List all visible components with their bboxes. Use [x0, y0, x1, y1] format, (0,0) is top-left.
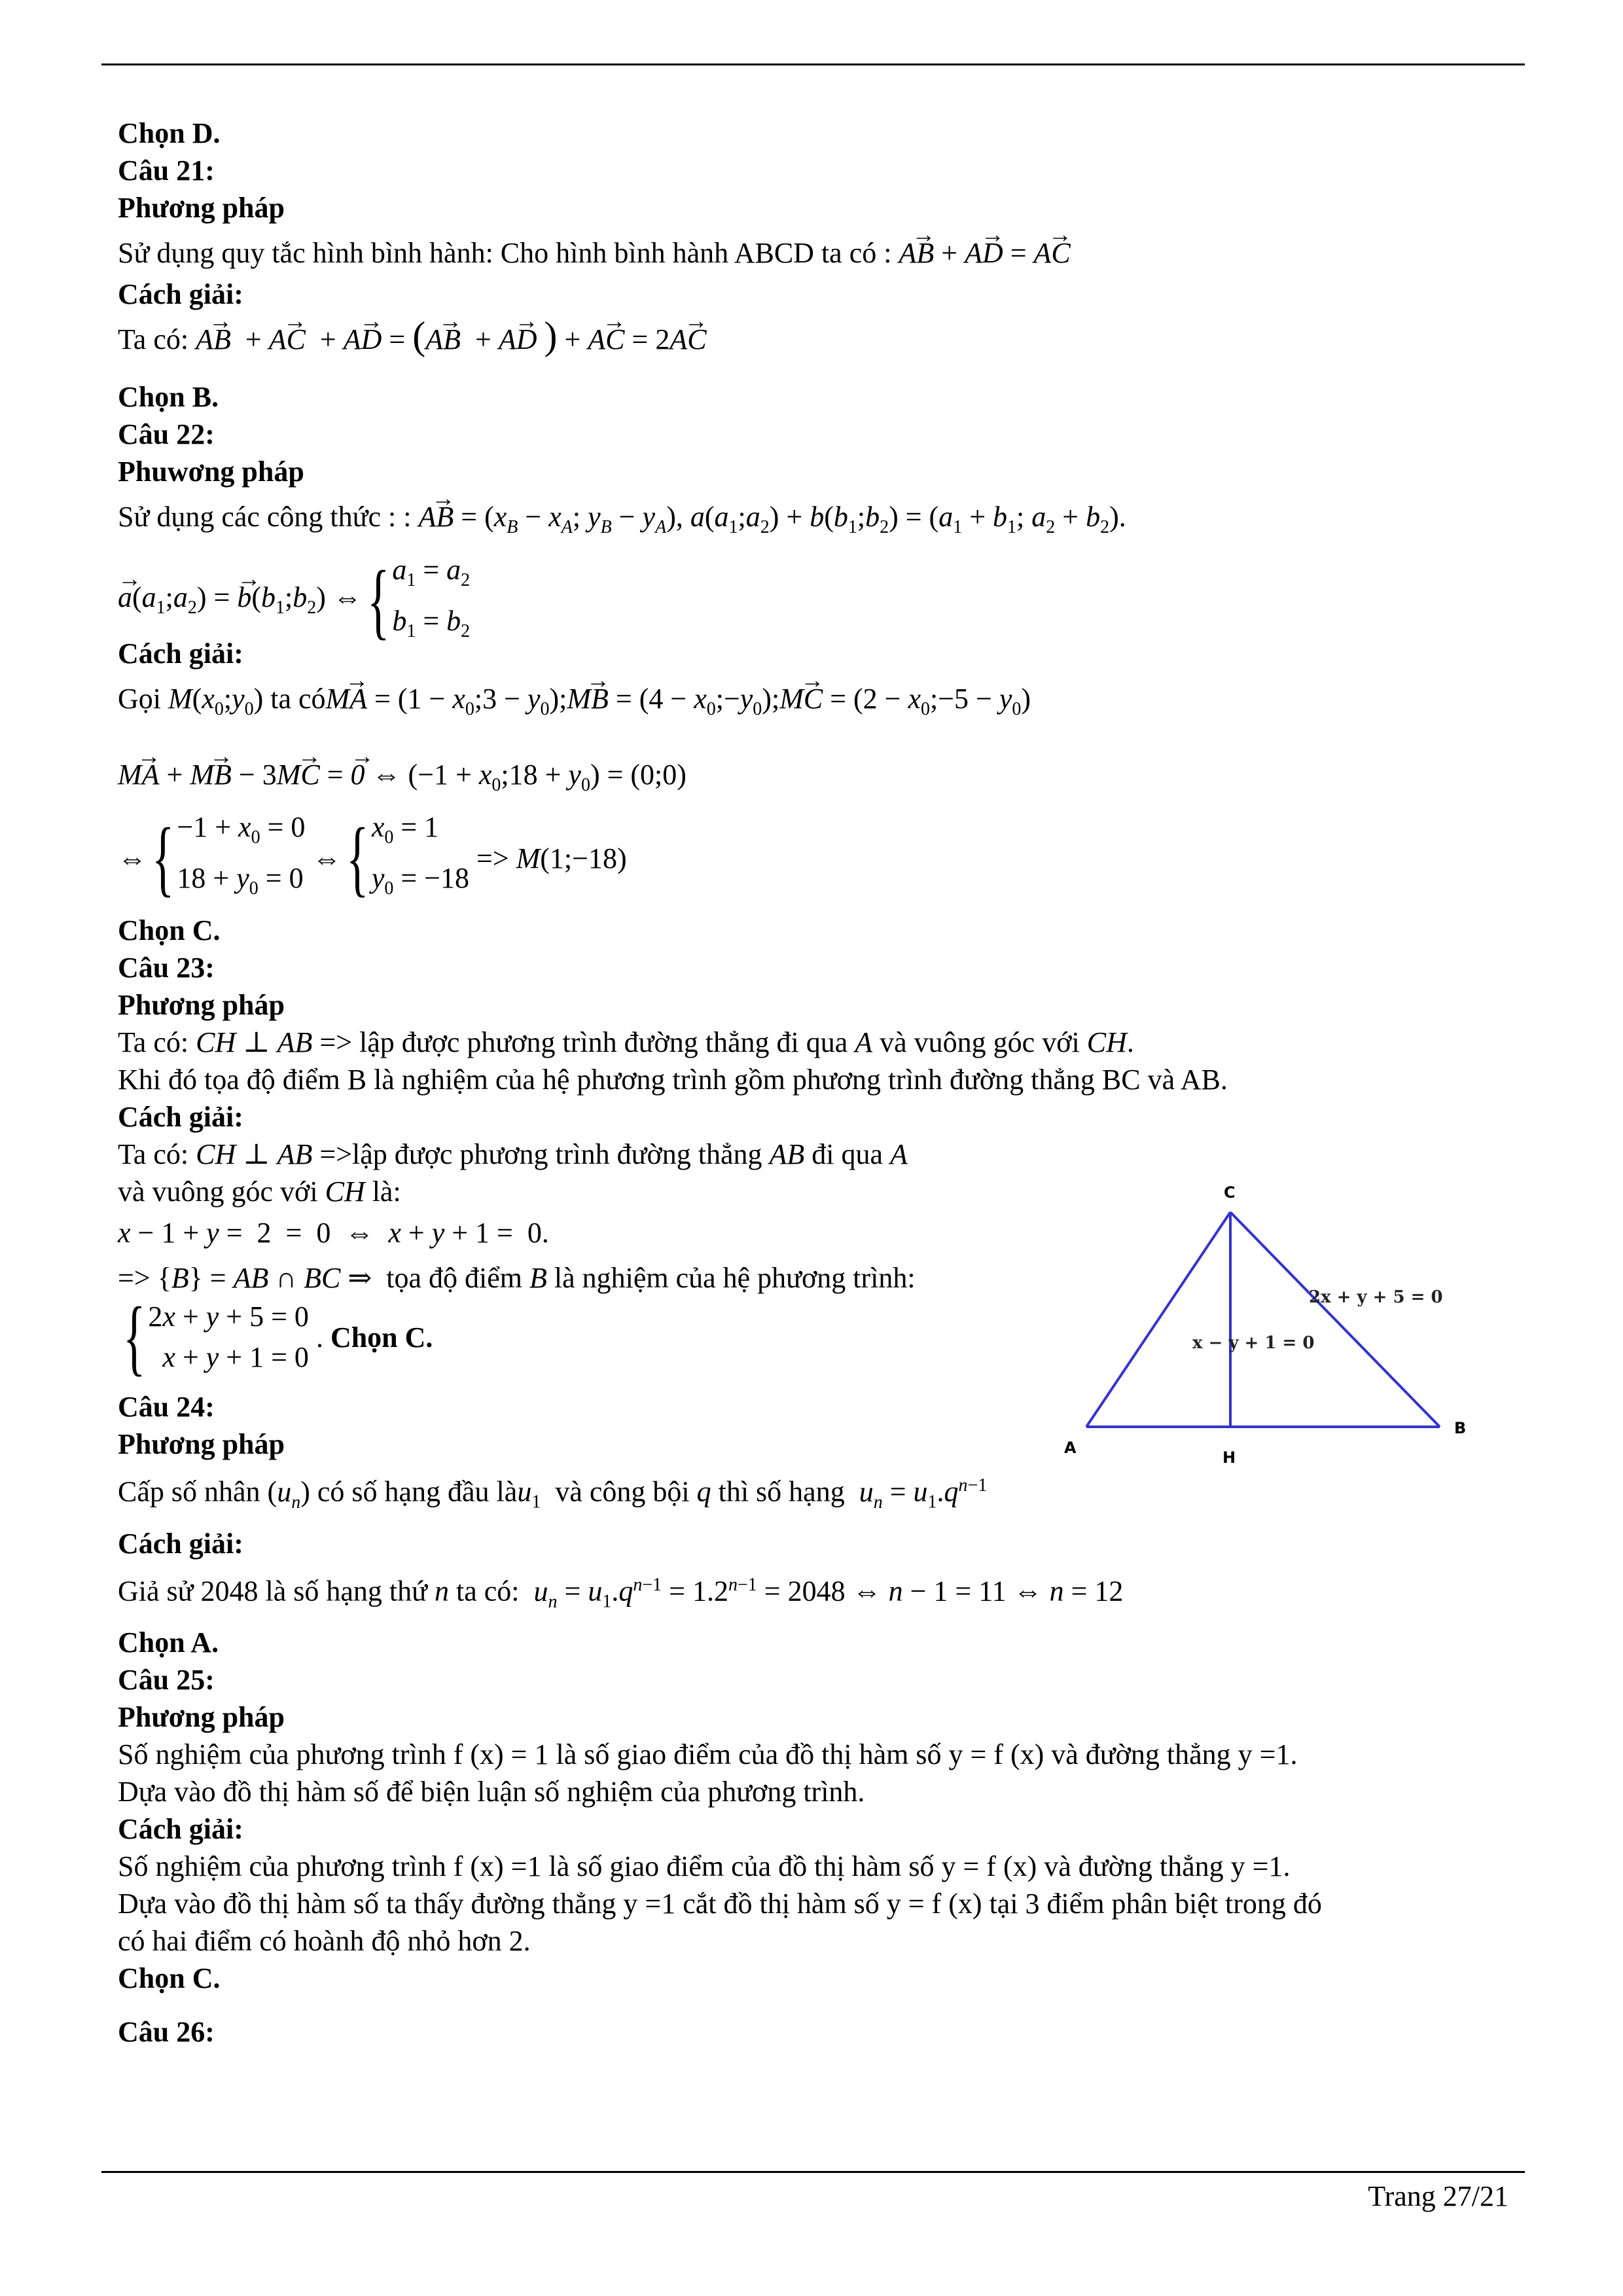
q23-method-line2: Khi đó tọa độ điểm B là nghiệm của hệ phương trình gồm phương trình đường thẳng BC và AB.: [118, 1064, 1228, 1096]
top-rule: [101, 63, 1525, 65]
q23-sol-line2-end: là:: [372, 1175, 401, 1208]
q25-method-heading: Phương pháp: [118, 1701, 285, 1734]
q23-sol-line1-text: lập được phương trình đường thẳng: [352, 1138, 762, 1171]
q21-method-line: [118, 226, 1518, 276]
q23-method-line1: Ta có: CH ⊥ AB => lập được phương trình đường thẳng đi qua A và vuông góc với CH.: [118, 1026, 1134, 1059]
side-ac: [1086, 1212, 1230, 1427]
bottom-rule: [101, 2171, 1525, 2173]
q23-ta-co-1: Ta có:: [118, 1026, 189, 1059]
q22-formula1-line: [118, 490, 1518, 550]
q25-solution-heading: Cách giải:: [118, 1813, 243, 1846]
q21-method-formula: → AB + → AD = → AC: [899, 237, 1070, 269]
q23-sol-line4-end: là nghiệm của hệ phương trình:: [554, 1262, 916, 1295]
q22-formula1: → AB = ($x_B - x_A$; $y_B - y_A$), $a(a_1;a_2)$ + $b(b_1;b_2) = (a_1 + b_1$; $a_2 + b_2$).: [419, 501, 1126, 533]
q25-sol-line1: Số nghiệm của phương trình f (x) =1 là số giao điểm của đồ thị hàm số y = f (x) và đường thẳng y =1.: [118, 1850, 1291, 1883]
q24-method-d: thì số hạng: [718, 1476, 845, 1509]
q22-sol-line3: [118, 807, 1518, 906]
q22-formula2: → $a(a_1;a_2)$ = → $b(b_1;b_2)$ ⇔ { $a_1 = a_2$ $b_1 = b_2$: [118, 550, 470, 652]
q22-sol-line1: Gọi $M(x_0;y_0)$ ta có→ MA = ($1 - x_0;3$ − $y_0);\to$ MB = $(4 - x_0;-y_0);\to$ MC = $(2 - x_0;-5 - y_0)$: [118, 672, 1518, 732]
q24-method-b: có số hạng đầu là: [317, 1476, 518, 1509]
q22-sol-line2: → MA + → MB − 3→ MC = → 0 ⇔ $(-1 + x_0;18 + y_0)$ = (0;0): [118, 748, 1518, 808]
q22-method-text: Sử dụng các công thức : :: [118, 501, 412, 533]
q21-solution-line: [118, 313, 1518, 362]
q22-formula2-line: [118, 550, 1518, 648]
q23-sol-line2-text: và vuông góc với: [118, 1175, 318, 1208]
q22-choose: Chọn C.: [118, 914, 221, 947]
label-line-ch: x − y + 1 = 0: [1192, 1333, 1315, 1353]
page-content: [118, 115, 1518, 2051]
label-c: C: [1224, 1183, 1236, 1202]
q25-choose: Chọn C.: [118, 1962, 221, 1995]
q24-method-line: Cấp số nhân $(u_n)$ có số hạng đầu làu$_1$ và công bội q thì số hạng $u_n = u_1.q^{n-1}$: [118, 1475, 988, 1513]
q21-method-text: Sử dụng quy tắc hình bình hành: Cho hình bình hành ABCD ta có :: [118, 237, 892, 269]
q23-system: { 2x + y + 5 = 0 x + y + 1 = 0 . Chọn C.: [123, 1290, 433, 1385]
q24-solution-line: Giả sử 2048 là số hạng thứ n ta có: $u_n = u_1.q^{n-1} = 1.2^{n-1} = 2048$ ⇔ n − 1 = 11 ⇔ n = 12: [118, 1574, 1124, 1612]
q24-solution-mid: ta có:: [455, 1575, 520, 1607]
triangle-figure: [1047, 1172, 1492, 1479]
q22-system: ⇔ { $-1 + x_0 = 0$ $18 + y_0 = 0$ ⇔ { $x_0 = 1$ $y_0 = -18$ => M(1;−18): [118, 811, 627, 906]
q25-method-line2: Dựa vào đồ thị hàm số để biện luận số nghiệm của phương trình.: [118, 1776, 865, 1808]
q25-method-line1: Số nghiệm của phương trình f (x) = 1 là số giao điểm của đồ thị hàm số y = f (x) và đường thẳng y =1.: [118, 1738, 1298, 1771]
q22-method-heading: Phuwơng pháp: [118, 456, 304, 488]
q21-method-heading: Phương pháp: [118, 192, 285, 224]
q20-choose: Chọn D.: [118, 117, 221, 149]
q22-title: Câu 22:: [118, 418, 215, 450]
label-b: B: [1454, 1419, 1467, 1437]
page-number: Trang 27/21: [1368, 2180, 1508, 2212]
q23-sol-line1-end: đi qua: [812, 1138, 883, 1171]
label-a: A: [1064, 1439, 1077, 1457]
q21-title: Câu 21:: [118, 154, 215, 187]
q22-sol-prefix: Gọi: [118, 682, 161, 715]
q23-sol-line1: Ta có: CH ⊥ AB =>lập được phương trình đường thẳng AB đi qua A: [118, 1138, 908, 1171]
q23-method-line1-end: và vuông góc với: [880, 1026, 1080, 1059]
q25-sol-line2: Dựa vào đồ thị hàm số ta thấy đường thẳng y =1 cắt đồ thị hàm số y = f (x) tại 3 điểm phân biệt trong đó: [118, 1888, 1322, 1920]
q24-solution-prefix: Giả sử 2048 là số hạng thứ: [118, 1575, 427, 1607]
q22-solution-heading: Cách giải:: [118, 637, 243, 670]
q24-choose: Chọn A.: [118, 1626, 219, 1659]
q23-method-heading: Phương pháp: [118, 989, 285, 1022]
q25-title: Câu 25:: [118, 1664, 215, 1696]
q23-sol-line4-text: tọa độ điểm: [386, 1262, 522, 1295]
q21-solution-formula: → AB + → AC + → AD = (→ AB + → AD ) + → AC = 2→ AC: [196, 323, 706, 355]
side-cb: [1230, 1212, 1440, 1427]
q23-solution-heading: Cách giải:: [118, 1101, 243, 1134]
q24-solution-heading: Cách giải:: [118, 1527, 243, 1560]
label-h: H: [1222, 1448, 1236, 1467]
q24-method-a: Cấp số nhân: [118, 1476, 260, 1509]
q26-title: Câu 26:: [118, 2016, 215, 2049]
q23-method-line1-text: lập được phương trình đường thẳng đi qua: [359, 1026, 848, 1059]
q23-choose: Chọn C.: [330, 1321, 433, 1354]
q23-sol-line4: => {B} = AB ∩ BC ⇒ tọa độ điểm B là nghiệm của hệ phương trình:: [118, 1262, 916, 1295]
q24-method-c: và công bội: [555, 1476, 690, 1509]
q21-choose: Chọn B.: [118, 381, 219, 413]
q23-title: Câu 23:: [118, 952, 215, 984]
q21-solution-prefix: Ta có:: [118, 323, 189, 355]
q21-solution-heading: Cách giải:: [118, 278, 243, 310]
q25-sol-line3: có hai điểm có hoành độ nhỏ hơn 2.: [118, 1925, 531, 1958]
q22-sol-mid: ta có: [270, 682, 326, 715]
q24-title: Câu 24:: [118, 1391, 215, 1424]
q23-sol-line3: x − 1 + y = 2 = 0 ⇔ x + y + 1 = 0.: [118, 1217, 549, 1249]
q24-method-heading: Phương pháp: [118, 1428, 285, 1461]
q23-sol-line2: và vuông góc với CH là:: [118, 1175, 401, 1208]
q23-ta-co-2: Ta có:: [118, 1138, 189, 1171]
label-line-bc: 2x + y + 5 = 0: [1309, 1287, 1443, 1307]
